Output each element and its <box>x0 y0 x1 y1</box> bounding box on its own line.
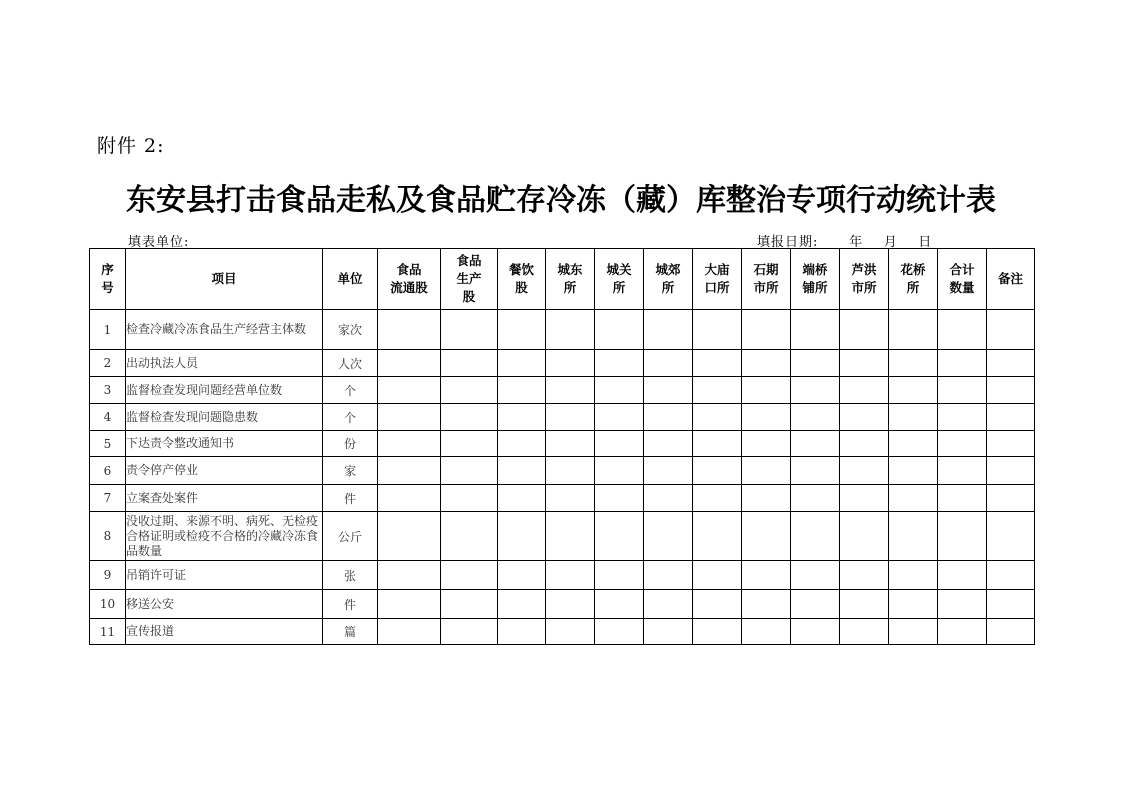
data-cell[interactable] <box>840 485 889 512</box>
data-cell[interactable] <box>987 431 1035 457</box>
data-cell[interactable] <box>546 377 595 404</box>
data-cell[interactable] <box>987 619 1035 645</box>
data-cell[interactable] <box>693 619 742 645</box>
data-cell[interactable] <box>378 619 441 645</box>
row-unit: 张 <box>323 561 378 590</box>
data-cell[interactable] <box>693 590 742 619</box>
data-cell[interactable] <box>693 350 742 377</box>
row-unit: 个 <box>323 404 378 431</box>
data-cell[interactable] <box>644 485 693 512</box>
data-cell[interactable] <box>498 431 546 457</box>
data-cell[interactable] <box>889 619 938 645</box>
data-cell[interactable] <box>791 512 840 561</box>
row-item: 监督检查发现问题经营单位数 <box>126 377 323 404</box>
data-cell[interactable] <box>840 350 889 377</box>
data-cell[interactable] <box>644 377 693 404</box>
data-cell[interactable] <box>889 404 938 431</box>
row-unit: 件 <box>323 485 378 512</box>
row-item: 移送公安 <box>126 590 323 619</box>
attachment-label: 附件 2: <box>97 135 165 157</box>
data-cell[interactable] <box>595 310 644 350</box>
data-cell[interactable] <box>378 512 441 561</box>
data-cell[interactable] <box>938 561 987 590</box>
fill-date-label: 填报日期: 年 月 日 <box>757 235 933 250</box>
data-cell[interactable] <box>546 590 595 619</box>
data-cell[interactable] <box>378 404 441 431</box>
data-cell[interactable] <box>595 619 644 645</box>
data-cell[interactable] <box>644 310 693 350</box>
row-index: 1 <box>90 310 126 350</box>
row-item: 下达责令整改通知书 <box>126 431 323 457</box>
data-cell[interactable] <box>498 377 546 404</box>
table-row <box>90 590 1035 619</box>
row-unit: 公斤 <box>323 512 378 561</box>
header-col-5: 城关 所 <box>595 249 644 310</box>
data-cell[interactable] <box>441 485 498 512</box>
data-cell[interactable] <box>441 431 498 457</box>
header-col-4: 城东 所 <box>546 249 595 310</box>
data-cell[interactable] <box>840 404 889 431</box>
data-cell[interactable] <box>693 457 742 485</box>
data-cell[interactable] <box>742 377 791 404</box>
data-cell[interactable] <box>742 590 791 619</box>
data-cell[interactable] <box>595 590 644 619</box>
data-cell[interactable] <box>693 561 742 590</box>
header-col-7: 大庙 口所 <box>693 249 742 310</box>
data-cell[interactable] <box>693 310 742 350</box>
data-cell[interactable] <box>595 457 644 485</box>
header-col-2: 食品 生产 股 <box>441 249 498 310</box>
row-index: 7 <box>90 485 126 512</box>
data-cell[interactable] <box>938 619 987 645</box>
data-cell[interactable] <box>378 350 441 377</box>
data-cell[interactable] <box>987 485 1035 512</box>
data-cell[interactable] <box>546 310 595 350</box>
data-cell[interactable] <box>840 561 889 590</box>
table-row <box>90 512 1035 561</box>
page-title: 东安县打击食品走私及食品贮存冷冻（藏）库整治专项行动统计表 <box>126 183 996 218</box>
row-unit: 份 <box>323 431 378 457</box>
data-cell[interactable] <box>644 431 693 457</box>
data-cell[interactable] <box>987 590 1035 619</box>
data-cell[interactable] <box>840 457 889 485</box>
row-index: 3 <box>90 377 126 404</box>
data-cell[interactable] <box>938 377 987 404</box>
row-item: 立案查处案件 <box>126 485 323 512</box>
data-cell[interactable] <box>441 512 498 561</box>
data-cell[interactable] <box>595 350 644 377</box>
data-cell[interactable] <box>840 619 889 645</box>
data-cell[interactable] <box>742 619 791 645</box>
data-cell[interactable] <box>742 485 791 512</box>
row-item: 没收过期、来源不明、病死、无检疫合格证明或检疫不合格的冷藏冷冻食品数量 <box>126 512 323 561</box>
row-item: 出动执法人员 <box>126 350 323 377</box>
data-cell[interactable] <box>938 457 987 485</box>
data-cell[interactable] <box>378 485 441 512</box>
table-row <box>90 619 1035 645</box>
data-cell[interactable] <box>378 561 441 590</box>
data-cell[interactable] <box>595 404 644 431</box>
data-cell[interactable] <box>378 377 441 404</box>
header-unit: 单位 <box>323 249 378 310</box>
data-cell[interactable] <box>595 512 644 561</box>
data-cell[interactable] <box>693 512 742 561</box>
data-cell[interactable] <box>889 310 938 350</box>
data-cell[interactable] <box>987 350 1035 377</box>
data-cell[interactable] <box>791 485 840 512</box>
data-cell[interactable] <box>889 377 938 404</box>
data-cell[interactable] <box>791 310 840 350</box>
data-cell[interactable] <box>791 590 840 619</box>
data-cell[interactable] <box>889 485 938 512</box>
data-cell[interactable] <box>644 512 693 561</box>
table-row <box>90 431 1035 457</box>
header-col-12: 合计 数量 <box>938 249 987 310</box>
data-cell[interactable] <box>938 431 987 457</box>
data-cell[interactable] <box>498 485 546 512</box>
row-unit: 件 <box>323 590 378 619</box>
data-cell[interactable] <box>791 561 840 590</box>
data-cell[interactable] <box>889 350 938 377</box>
data-cell[interactable] <box>498 350 546 377</box>
header-col-1: 食品 流通股 <box>378 249 441 310</box>
data-cell[interactable] <box>938 310 987 350</box>
data-cell[interactable] <box>498 310 546 350</box>
data-cell[interactable] <box>889 512 938 561</box>
data-cell[interactable] <box>498 561 546 590</box>
row-index: 2 <box>90 350 126 377</box>
data-cell[interactable] <box>938 350 987 377</box>
data-cell[interactable] <box>378 457 441 485</box>
data-cell[interactable] <box>546 485 595 512</box>
data-cell[interactable] <box>791 619 840 645</box>
data-cell[interactable] <box>441 590 498 619</box>
data-cell[interactable] <box>791 404 840 431</box>
row-unit: 人次 <box>323 350 378 377</box>
data-cell[interactable] <box>791 431 840 457</box>
data-cell[interactable] <box>644 619 693 645</box>
data-cell[interactable] <box>987 457 1035 485</box>
row-index: 4 <box>90 404 126 431</box>
data-cell[interactable] <box>742 561 791 590</box>
row-index: 10 <box>90 590 126 619</box>
data-cell[interactable] <box>644 350 693 377</box>
data-cell[interactable] <box>742 350 791 377</box>
data-cell[interactable] <box>791 350 840 377</box>
data-cell[interactable] <box>742 512 791 561</box>
fill-unit-label: 填表单位: <box>128 235 190 250</box>
table-row <box>90 457 1035 485</box>
data-cell[interactable] <box>693 431 742 457</box>
data-cell[interactable] <box>546 457 595 485</box>
statistics-table <box>89 248 1035 645</box>
data-cell[interactable] <box>644 561 693 590</box>
table-row <box>90 310 1035 350</box>
row-item: 吊销许可证 <box>126 561 323 590</box>
row-index: 8 <box>90 512 126 561</box>
header-col-11: 花桥 所 <box>889 249 938 310</box>
data-cell[interactable] <box>840 512 889 561</box>
data-cell[interactable] <box>546 619 595 645</box>
row-index: 6 <box>90 457 126 485</box>
header-col-10: 芦洪 市所 <box>840 249 889 310</box>
data-cell[interactable] <box>441 619 498 645</box>
data-cell[interactable] <box>987 404 1035 431</box>
header-col-9: 端桥 铺所 <box>791 249 840 310</box>
header-col-8: 石期 市所 <box>742 249 791 310</box>
data-cell[interactable] <box>938 485 987 512</box>
data-cell[interactable] <box>498 404 546 431</box>
table-row <box>90 561 1035 590</box>
data-cell[interactable] <box>889 457 938 485</box>
table-row <box>90 404 1035 431</box>
data-cell[interactable] <box>987 512 1035 561</box>
data-cell[interactable] <box>498 512 546 561</box>
header-col-6: 城郊 所 <box>644 249 693 310</box>
row-item: 监督检查发现问题隐患数 <box>126 404 323 431</box>
row-item: 责令停产停业 <box>126 457 323 485</box>
data-cell[interactable] <box>742 404 791 431</box>
data-cell[interactable] <box>546 561 595 590</box>
data-cell[interactable] <box>595 561 644 590</box>
data-cell[interactable] <box>742 310 791 350</box>
data-cell[interactable] <box>441 310 498 350</box>
row-item: 检查冷藏冷冻食品生产经营主体数 <box>126 310 323 350</box>
row-item: 宣传报道 <box>126 619 323 645</box>
data-cell[interactable] <box>441 404 498 431</box>
table-row <box>90 350 1035 377</box>
row-index: 11 <box>90 619 126 645</box>
header-col-3: 餐饮 股 <box>498 249 546 310</box>
data-cell[interactable] <box>889 590 938 619</box>
data-cell[interactable] <box>791 377 840 404</box>
row-unit: 篇 <box>323 619 378 645</box>
data-cell[interactable] <box>840 310 889 350</box>
data-cell[interactable] <box>595 485 644 512</box>
data-cell[interactable] <box>378 310 441 350</box>
table-header-row <box>90 249 1035 310</box>
data-cell[interactable] <box>742 431 791 457</box>
data-cell[interactable] <box>441 457 498 485</box>
data-cell[interactable] <box>595 377 644 404</box>
header-index: 序 号 <box>90 249 126 310</box>
data-cell[interactable] <box>441 561 498 590</box>
data-cell[interactable] <box>378 590 441 619</box>
data-cell[interactable] <box>441 377 498 404</box>
data-cell[interactable] <box>644 457 693 485</box>
data-cell[interactable] <box>938 404 987 431</box>
table-row <box>90 485 1035 512</box>
data-cell[interactable] <box>693 404 742 431</box>
data-cell[interactable] <box>546 512 595 561</box>
data-cell[interactable] <box>938 590 987 619</box>
data-cell[interactable] <box>644 404 693 431</box>
data-cell[interactable] <box>889 561 938 590</box>
data-cell[interactable] <box>987 561 1035 590</box>
row-unit: 家次 <box>323 310 378 350</box>
data-cell[interactable] <box>742 457 791 485</box>
data-cell[interactable] <box>498 619 546 645</box>
data-cell[interactable] <box>791 457 840 485</box>
row-unit: 家 <box>323 457 378 485</box>
data-cell[interactable] <box>595 431 644 457</box>
data-cell[interactable] <box>840 590 889 619</box>
row-unit: 个 <box>323 377 378 404</box>
row-index: 5 <box>90 431 126 457</box>
data-cell[interactable] <box>987 377 1035 404</box>
data-cell[interactable] <box>441 350 498 377</box>
header-item: 项目 <box>126 249 323 310</box>
data-cell[interactable] <box>987 310 1035 350</box>
data-cell[interactable] <box>498 457 546 485</box>
table-row <box>90 377 1035 404</box>
data-cell[interactable] <box>889 431 938 457</box>
data-cell[interactable] <box>644 590 693 619</box>
data-cell[interactable] <box>693 377 742 404</box>
data-cell[interactable] <box>546 404 595 431</box>
data-cell[interactable] <box>378 431 441 457</box>
data-cell[interactable] <box>840 377 889 404</box>
data-cell[interactable] <box>693 485 742 512</box>
row-index: 9 <box>90 561 126 590</box>
data-cell[interactable] <box>498 590 546 619</box>
header-col-13: 备注 <box>987 249 1035 310</box>
data-cell[interactable] <box>546 431 595 457</box>
data-cell[interactable] <box>840 431 889 457</box>
data-cell[interactable] <box>938 512 987 561</box>
data-cell[interactable] <box>546 350 595 377</box>
